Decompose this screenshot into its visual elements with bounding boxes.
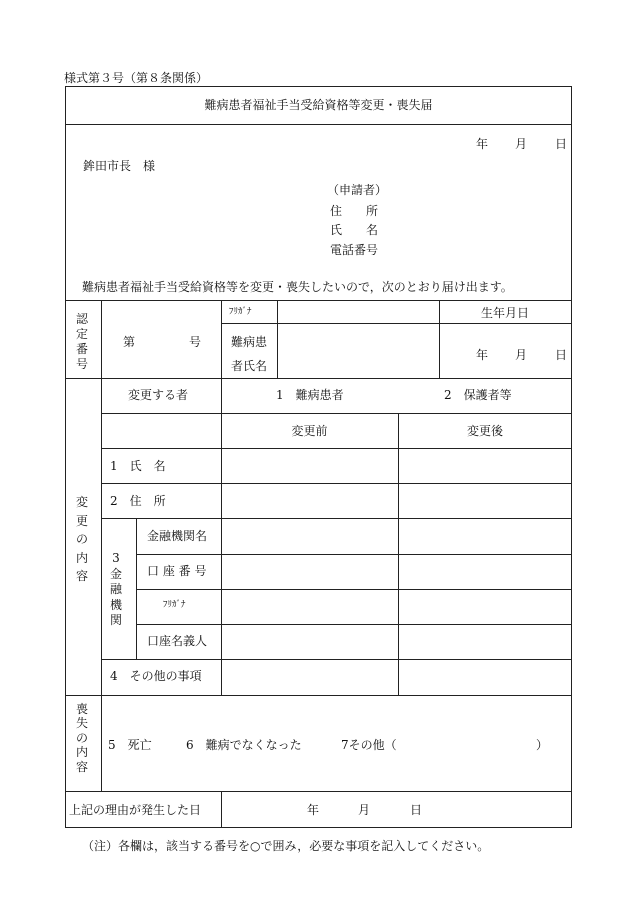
loss-option-close: ）: [536, 738, 549, 752]
addressee: 鉾田市長 様: [83, 159, 156, 173]
applicant-heading: （申請者）: [327, 183, 388, 197]
application-form: [65, 86, 572, 828]
cert-dai: 第: [123, 335, 136, 349]
applicant-address-label: 住 所: [330, 204, 379, 218]
reason-year: 年: [307, 803, 320, 817]
change-section-label: 変更の内容: [75, 495, 88, 584]
statement: 難病患者福祉手当受給資格等を変更・喪失したいので，次のとおり届け出ます。: [82, 280, 513, 294]
date-month: 月: [515, 137, 528, 151]
loss-section-label: 喪失の内容: [75, 702, 88, 774]
item-other: 4 その他の事項: [110, 669, 202, 683]
reason-date-label: 上記の理由が発生した日: [69, 803, 202, 817]
patient-name-label-2: 者氏名: [231, 359, 268, 373]
date-day: 日: [555, 137, 568, 151]
changer-option-2: 2 保護者等: [444, 388, 512, 402]
patient-name-label-1: 難病患: [231, 335, 268, 349]
date-year: 年: [476, 137, 489, 151]
applicant-name-label: 氏 名: [330, 223, 379, 237]
birth-day: 日: [555, 348, 568, 362]
birth-month: 月: [515, 348, 528, 362]
changer-label: 変更する者: [128, 388, 189, 402]
reason-day: 日: [410, 803, 423, 817]
account-number-label: 口 座 番 号: [147, 564, 207, 578]
furigana-label: ﾌﾘｶﾞﾅ: [229, 307, 252, 317]
applicant-phone-label: 電話番号: [330, 243, 379, 257]
changer-option-1: 1 難病患者: [276, 388, 344, 402]
loss-option-not-ill: 6 難病でなくなった: [186, 738, 302, 752]
birth-year: 年: [476, 348, 489, 362]
reason-month: 月: [358, 803, 371, 817]
item-address: 2 住 所: [110, 494, 166, 508]
account-holder-label: 口座名義人: [147, 634, 208, 648]
before-header: 変更前: [291, 424, 328, 438]
loss-option-death: 5 死亡: [108, 738, 152, 752]
after-header: 変更後: [466, 424, 503, 438]
loss-option-other: 7その他（: [341, 738, 397, 752]
bank-furigana-label: ﾌﾘｶﾞﾅ: [163, 600, 186, 610]
footnote: （注）各欄は，該当する番号を○で囲み，必要な事項を記入してください。: [82, 839, 490, 853]
form-title: 難病患者福祉手当受給資格等変更・喪失届: [204, 98, 433, 112]
bank-name-label: 金融機関名: [147, 529, 208, 543]
birth-date-label: 生年月日: [481, 306, 530, 320]
cert-number-label: 認定番号: [75, 312, 88, 371]
form-number: 様式第３号（第８条関係）: [64, 71, 209, 85]
item-name: 1 氏 名: [110, 459, 166, 473]
cert-go: 号: [189, 335, 202, 349]
item-bank-label: 3金融機関: [109, 551, 122, 628]
